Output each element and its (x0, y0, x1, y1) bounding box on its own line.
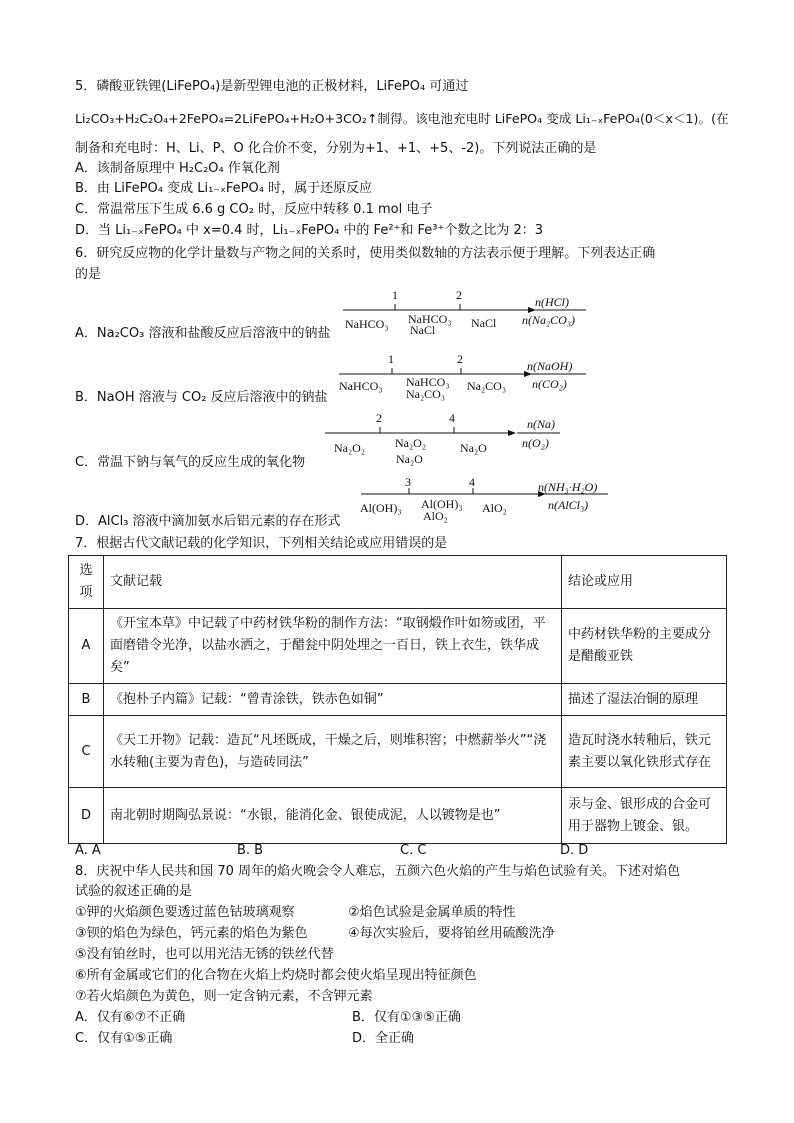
q7-table (68, 555, 727, 844)
region-label: Al(OH)₃ (421, 497, 463, 511)
row-option: D (69, 788, 104, 844)
q8-statement-6: ⑥所有金属或它们的化合物在火焰上灼烧时都会使火焰呈现出特征颜色 (75, 968, 477, 983)
region-label: Na₂O (460, 441, 487, 455)
ratio-denominator: n(CO₂) (532, 377, 567, 391)
table-row (69, 716, 727, 788)
region-label: Na₂CO₃ (467, 379, 507, 393)
region-label: Na₂O (396, 452, 423, 466)
q6-numberline-a (340, 286, 590, 336)
tick-label: 3 (405, 475, 411, 489)
ratio-numerator: n(NH₃·H₂O) (538, 480, 598, 494)
region-label: AlO₂ (482, 501, 507, 515)
row-document: 《抱朴子内篇》记载：“曾青涂铁，铁赤色如铜” (104, 684, 562, 716)
q6-numberline-c (322, 410, 562, 468)
q8-option-c: C．仅有①⑤正确 (75, 1031, 173, 1046)
table-row (69, 788, 727, 844)
ratio-denominator: n(Na₂CO₃) (522, 313, 576, 327)
q5-stem-line2: Li₂CO₃+H₂C₂O₄+2FePO₄=2LiFePO₄+H₂O+3CO₂↑制得。该电池充电时 LiFePO₄ 变成 Li₁₋ₓFePO₄(0＜x＜1)。(在 (75, 111, 729, 126)
tick-label: 1 (392, 288, 398, 302)
q5-option-c: C．常温常压下生成 6.6 g CO₂ 时，反应中转移 0.1 mol 电子 (75, 202, 433, 217)
q5-stem-line3: 制备和充电时：H、Li、P、O 化合价不变，分别为+1、+1、+5、-2)。下列说法正确的是 (75, 141, 597, 156)
row-option: C (69, 716, 104, 788)
tick-label: 1 (388, 352, 394, 366)
q6-numberline-d (358, 475, 618, 530)
region-label: NaHCO₃ (345, 317, 389, 331)
q8-stem-line1: 8．庆祝中华人民共和国 70 周年的焰火晚会令人难忘，五颜六色火焰的产生与焰色试验有关。下述对焰色 (75, 864, 681, 879)
header-conclusion: 结论或应用 (562, 556, 727, 609)
tick-label: 4 (449, 411, 455, 425)
q6-option-a-label: A．Na₂CO₃ 溶液和盐酸反应后溶液中的钠盐 (75, 326, 331, 341)
q8-statement-2: ②焰色试验是金属单质的特性 (348, 905, 516, 920)
q5-option-d: D．当 Li₁₋ₓFePO₄ 中 x=0.4 时，Li₁₋ₓFePO₄ 中的 Fe²⁺和 Fe³⁺个数之比为 2：3 (75, 223, 544, 238)
q5-option-b: B．由 LiFePO₄ 变成 Li₁₋ₓFePO₄ 时，属于还原反应 (75, 181, 373, 196)
q7-choice-d: D. D (560, 843, 589, 858)
region-label: NaHCO₃ (406, 375, 450, 389)
region-label: Na₂O₂ (334, 441, 366, 455)
tick-label: 4 (469, 475, 475, 489)
header-document: 文献记载 (104, 556, 562, 609)
q7-choice-a: A. A (75, 843, 101, 858)
row-conclusion: 造瓦时浇水转釉后，铁元素主要以氧化铁形式存在 (562, 716, 727, 788)
table-header-row (69, 556, 727, 609)
ratio-denominator: n(O₂) (522, 436, 549, 450)
tick-label: 2 (376, 411, 382, 425)
q6-option-b-label: B．NaOH 溶液与 CO₂ 反应后溶液中的钠盐 (75, 390, 328, 405)
q8-option-a: A．仅有⑥⑦不正确 (75, 1010, 186, 1025)
q8-option-d: D．全正确 (352, 1031, 415, 1046)
table-row (69, 684, 727, 716)
tick-label: 2 (456, 288, 462, 302)
region-label: Al(OH)₃ (360, 501, 402, 515)
row-conclusion: 汞与金、银形成的合金可用于器物上镀金、银。 (562, 788, 727, 844)
q8-stem-line2: 试验的叙述正确的是 (75, 884, 193, 899)
q7-stem: 7．根据古代文献记载的化学知识，下列相关结论或应用错误的是 (75, 536, 448, 551)
region-label: Na₂CO₃ (406, 387, 446, 401)
row-document: 《开宝本草》中记载了中药材铁华粉的制作方法：“取钢煅作叶如笏或团，平面磨错令光净，以盐水洒之，于醋瓮中阴处埋之一百日，铁上衣生，铁华成矣” (104, 609, 562, 684)
table-row (69, 609, 727, 684)
row-option: B (69, 684, 104, 716)
tick-label: 2 (457, 352, 463, 366)
q5-stem-line1: 5．磷酸亚铁锂(LiFePO₄)是新型锂电池的正极材料，LiFePO₄ 可通过 (75, 79, 469, 94)
q8-statement-4: ④每次实验后，要将铂丝用硫酸洗净 (348, 926, 555, 941)
ratio-numerator: n(Na) (527, 417, 555, 431)
q6-option-d-label: D．AlCl₃ 溶液中滴加氨水后铝元素的存在形式 (75, 514, 341, 529)
region-label: NaHCO₃ (339, 379, 383, 393)
ratio-numerator: n(HCl) (535, 295, 569, 309)
q8-statement-3: ③钡的焰色为绿色，钙元素的焰色为紫色 (75, 926, 308, 941)
region-label: AlO₂ (423, 509, 448, 523)
row-document: 《天工开物》记载：造瓦“凡坯既成，干燥之后，则堆积窖；中燃薪举火”“浇水转釉(主要为青色)，与造砖同法” (104, 716, 562, 788)
region-label: Na₂O₂ (395, 436, 427, 450)
q8-statement-5: ⑤没有铂丝时，也可以用光洁无锈的铁丝代替 (75, 947, 334, 962)
region-label: NaCl (410, 323, 436, 337)
q8-statement-1: ①钾的火焰颜色要透过蓝色钴玻璃观察 (75, 905, 295, 920)
q7-choice-c: C. C (400, 843, 427, 858)
row-option: A (69, 609, 104, 684)
q6-stem-line2: 的是 (75, 267, 102, 282)
region-label: NaHCO₃ (408, 312, 452, 326)
ratio-denominator: n(AlCl₃) (548, 498, 589, 512)
region-label: NaCl (471, 316, 497, 330)
q6-option-c-label: C．常温下钠与氧气的反应生成的氧化物 (75, 455, 306, 470)
q6-stem-line1: 6．研究反应物的化学计量数与产物之间的关系时，使用类似数轴的方法表示便于理解。下列表达正确 (75, 246, 656, 261)
row-conclusion: 描述了湿法冶铜的原理 (562, 684, 727, 716)
row-document: 南北朝时期陶弘景说：“水银，能消化金、银使成泥，人以镀物是也” (104, 788, 562, 844)
q7-choice-b: B. B (237, 843, 264, 858)
header-option: 选项 (69, 556, 104, 609)
row-conclusion: 中药材铁华粉的主要成分是醋酸亚铁 (562, 609, 727, 684)
q8-option-b: B．仅有①③⑤正确 (352, 1010, 461, 1025)
q5-option-a: A．该制备原理中 H₂C₂O₄ 作氧化剂 (75, 161, 280, 176)
ratio-numerator: n(NaOH) (527, 359, 573, 373)
q6-numberline-b (336, 350, 586, 402)
q8-statement-7: ⑦若火焰颜色为黄色，则一定含钠元素，不含钾元素 (75, 989, 373, 1004)
